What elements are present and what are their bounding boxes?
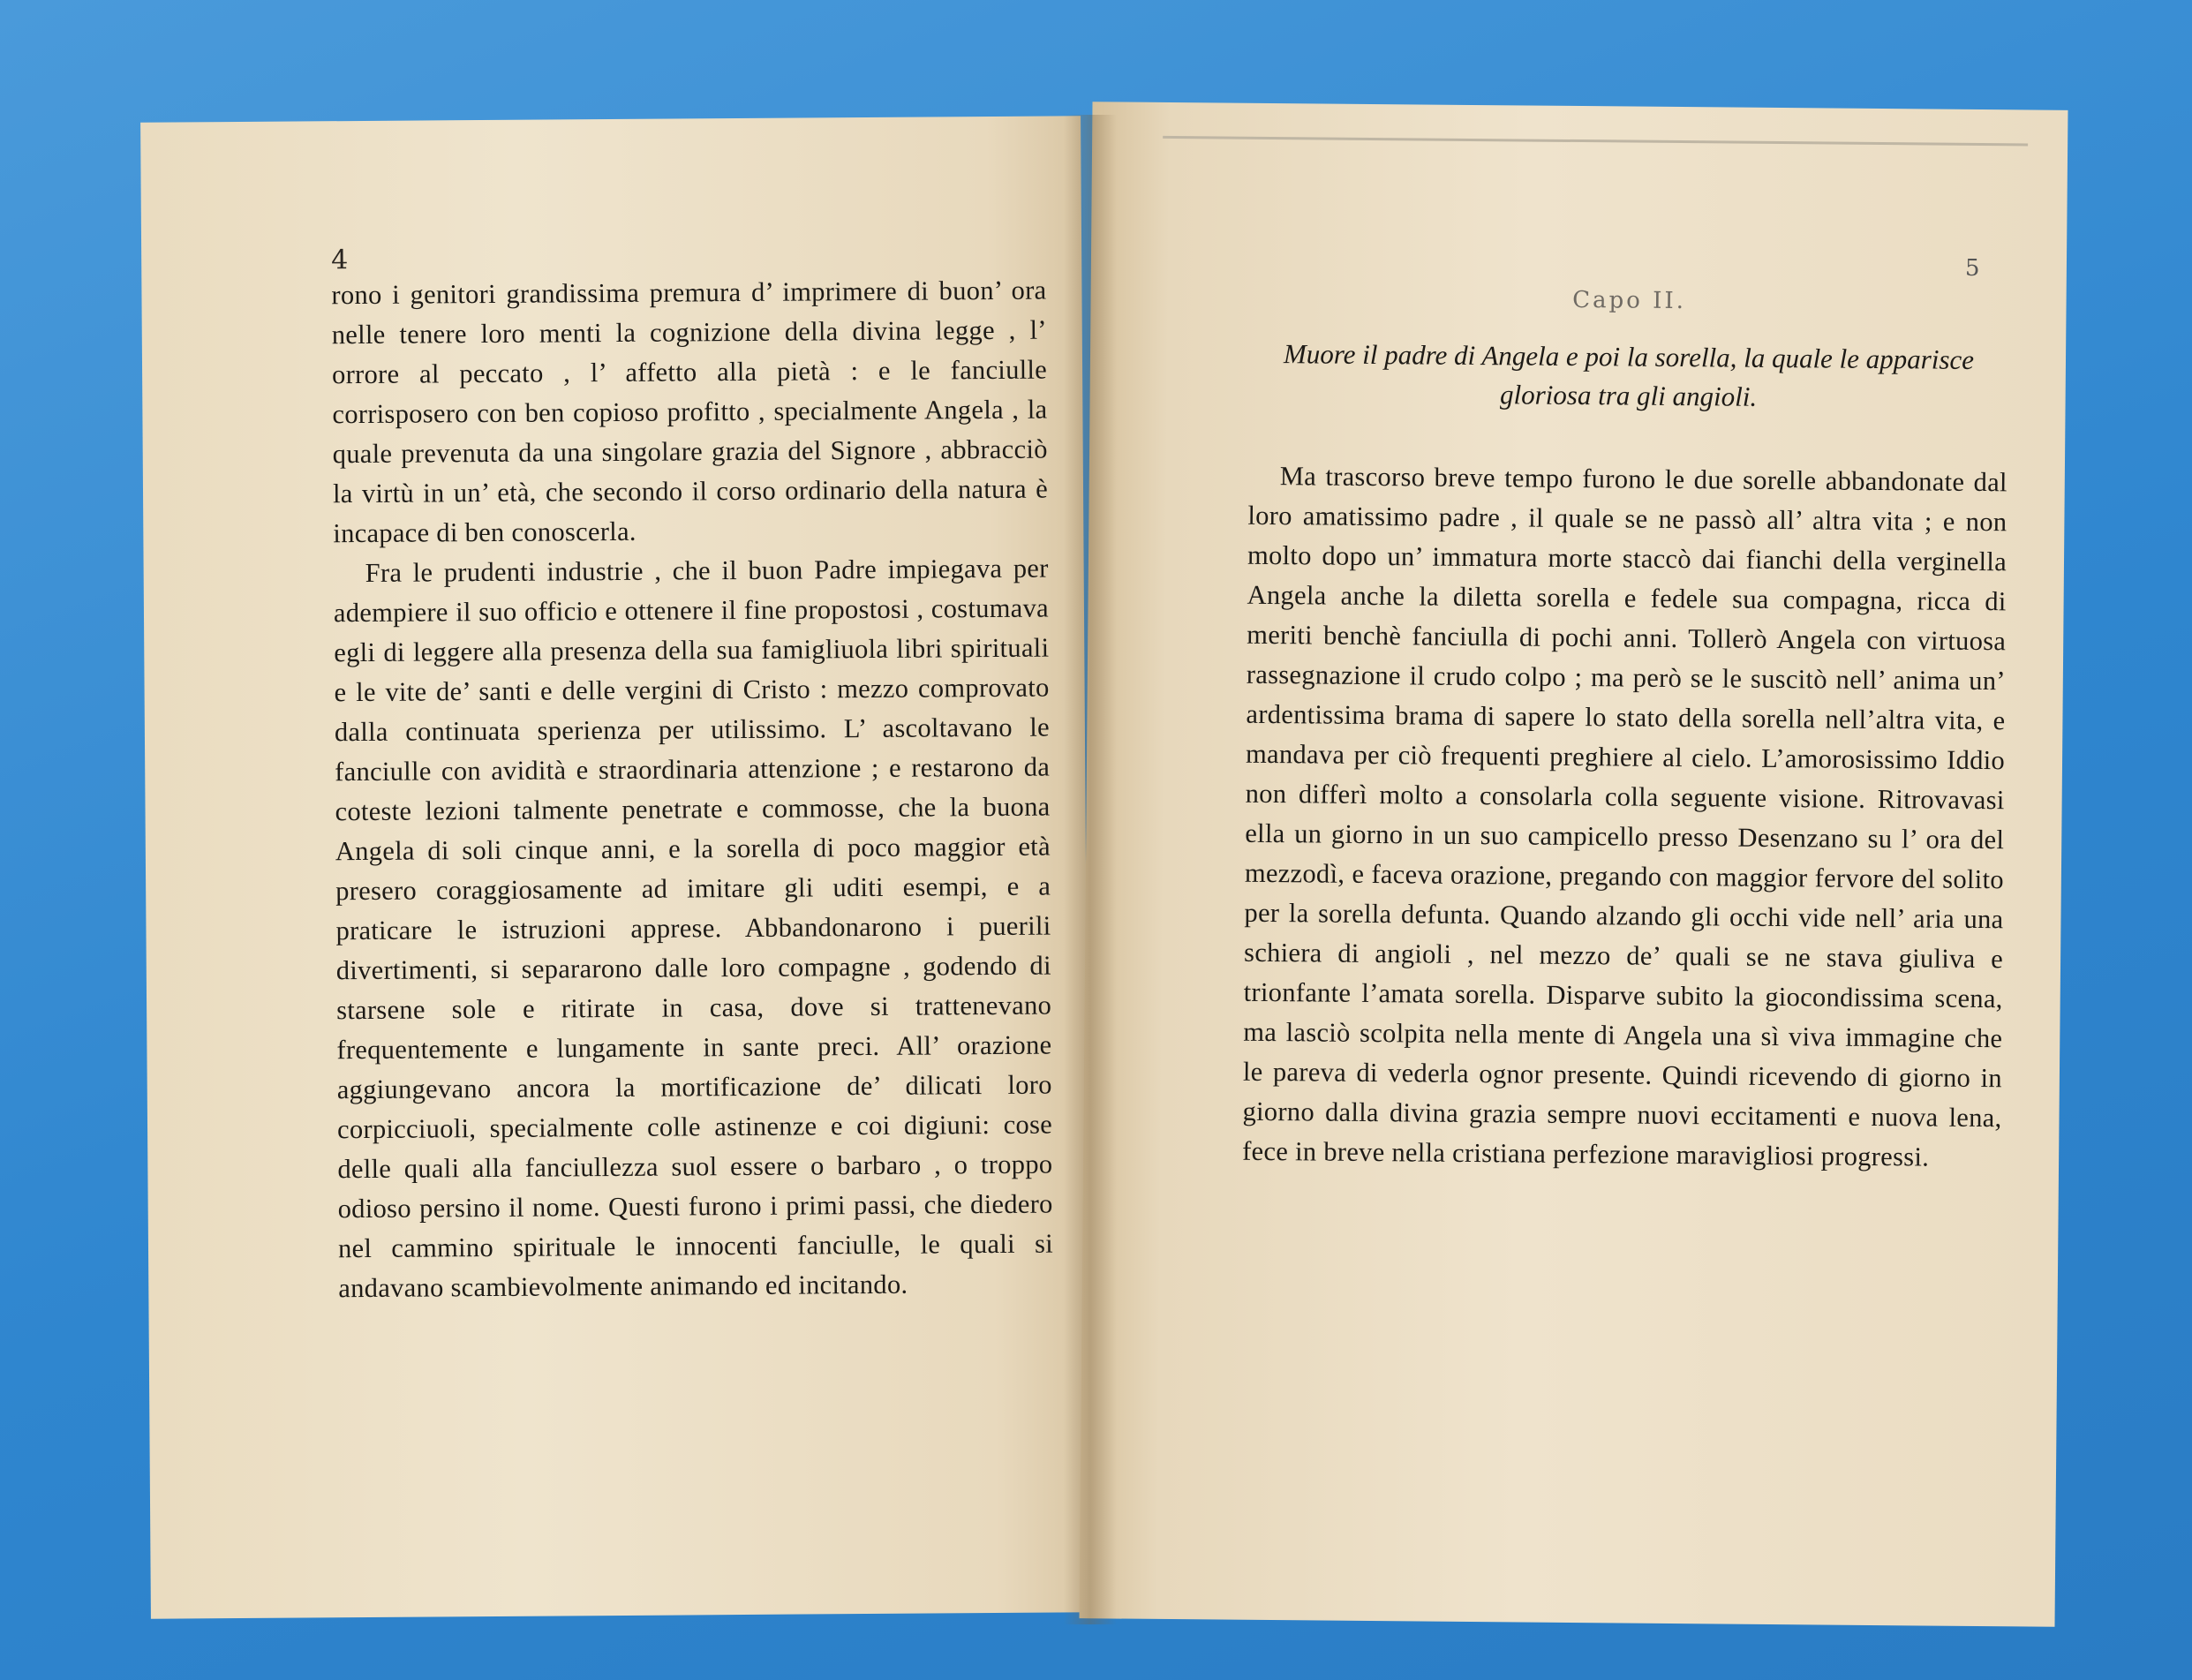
page-number-right: 5 [1964, 254, 1980, 282]
chapter-heading: Capo II. [1572, 286, 1687, 315]
chapter-subtitle: Muore il padre di Angela e poi la sorella, la quale le apparisce gloriosa tra gli angioli. [1283, 338, 1975, 412]
paragraph: Ma trascorso breve tempo furono le due sorelle abbandonate dal loro amatissimo padre , il quale se ne passò all’ altra vita ; e non molto dopo un’ immatura morte staccò dai fianchi della verginella Angela anche la diletta sorella e fedele sua compagna, ricca di meriti benchè fanciulla di pochi anni. Tollerò Angela con virtuosa rassegnazione il crudo colpo ; ma però se le suscitò nell’ anima un’ ardentissima brama di sapere lo stato della sorella nell’altra vita, e mandava per ciò frequenti preghiere al cielo. L’amorosissimo Iddio non differì molto a consolarla colla seguente visione. Ritrovavasi ella un giorno in un suo campicello presso Desenzano su l’ ora del mezzodì, e faceva orazione, pregando con maggior fervore del solito per la sorella defunta. Quando alzando gli occhi vide nell’ aria una schiera di angioli , nel mezzo de’ quali se ne stava giuliva e trionfante l’amata sorella. Disparve subito la giocondissima scena, ma lasciò scolpita nella mente di Angela una sì viva immagine che le pareva di vederla ognor presente. Quindi ricevendo di giorno in giorno dalla divina grazia sempre nuovi eccitamenti e nuova lena, fece in breve nella cristiana perfezione maravigliosi progressi. [1242, 461, 2007, 1172]
open-book [146, 106, 2061, 1624]
page-number-left: 4 [331, 245, 349, 276]
right-page [1080, 102, 2068, 1627]
header-rule [1163, 136, 2028, 147]
paragraph: rono i genitori grandissima premura d’ imprimere di buon’ ora nelle tenere loro menti la cognizione della divina legge , l’ orrore al peccato , l’ affetto alla pietà : e le fanciulle corrisposero con ben copioso profitto , specialmente Angela , la quale prevenuta da una singolare grazia del Signore , abbracciò la virtù in un’ età, che secondo il corso ordinario della natura è incapace di ben conoscerla. [331, 275, 1049, 549]
right-page-text [1242, 456, 2007, 1178]
left-page-text [331, 271, 1053, 1309]
book-gutter [1064, 115, 1117, 1624]
left-page [140, 116, 1091, 1618]
paragraph: Fra le prudenti industrie , che il buon Padre impiegava per adempiere il suo officio e ottenere il fine propostosi , costumava egli di leggere alla presenza della sua famigliuola libri spirituali e le vite de’ santi e delle vergini di Cristo : mezzo comprovato dalla continuata sperienza per utilissimo. L’ ascoltavano le fanciulle con avidità e straordinaria attenzione ; e restarono da coteste lezioni talmente penetrate e commosse, che la buona Angela di soli cinque anni, e la sorella di poco maggior età presero coraggiosamente ad imitare gli uditi esempi, e a praticare le istruzioni apprese. Abbandonarono i puerili divertimenti, si separarono dalle loro compagne , godendo di starsene sole e ritirate in casa, dove si trattenevano frequentemente e lungamente in sante preci. All’ orazione aggiungevano ancora la mortificazione de’ dilicati loro corpicciuoli, specialmente colle astinenze e coi digiuni: cose delle quali alla fanciullezza suol essere o barbaro , o troppo odioso persino il nome. Questi furono i primi passi, che diedero nel cammino spirituale le innocenti fanciulle, le quali si andavano scambievolmente animando ed incitando. [333, 553, 1054, 1304]
